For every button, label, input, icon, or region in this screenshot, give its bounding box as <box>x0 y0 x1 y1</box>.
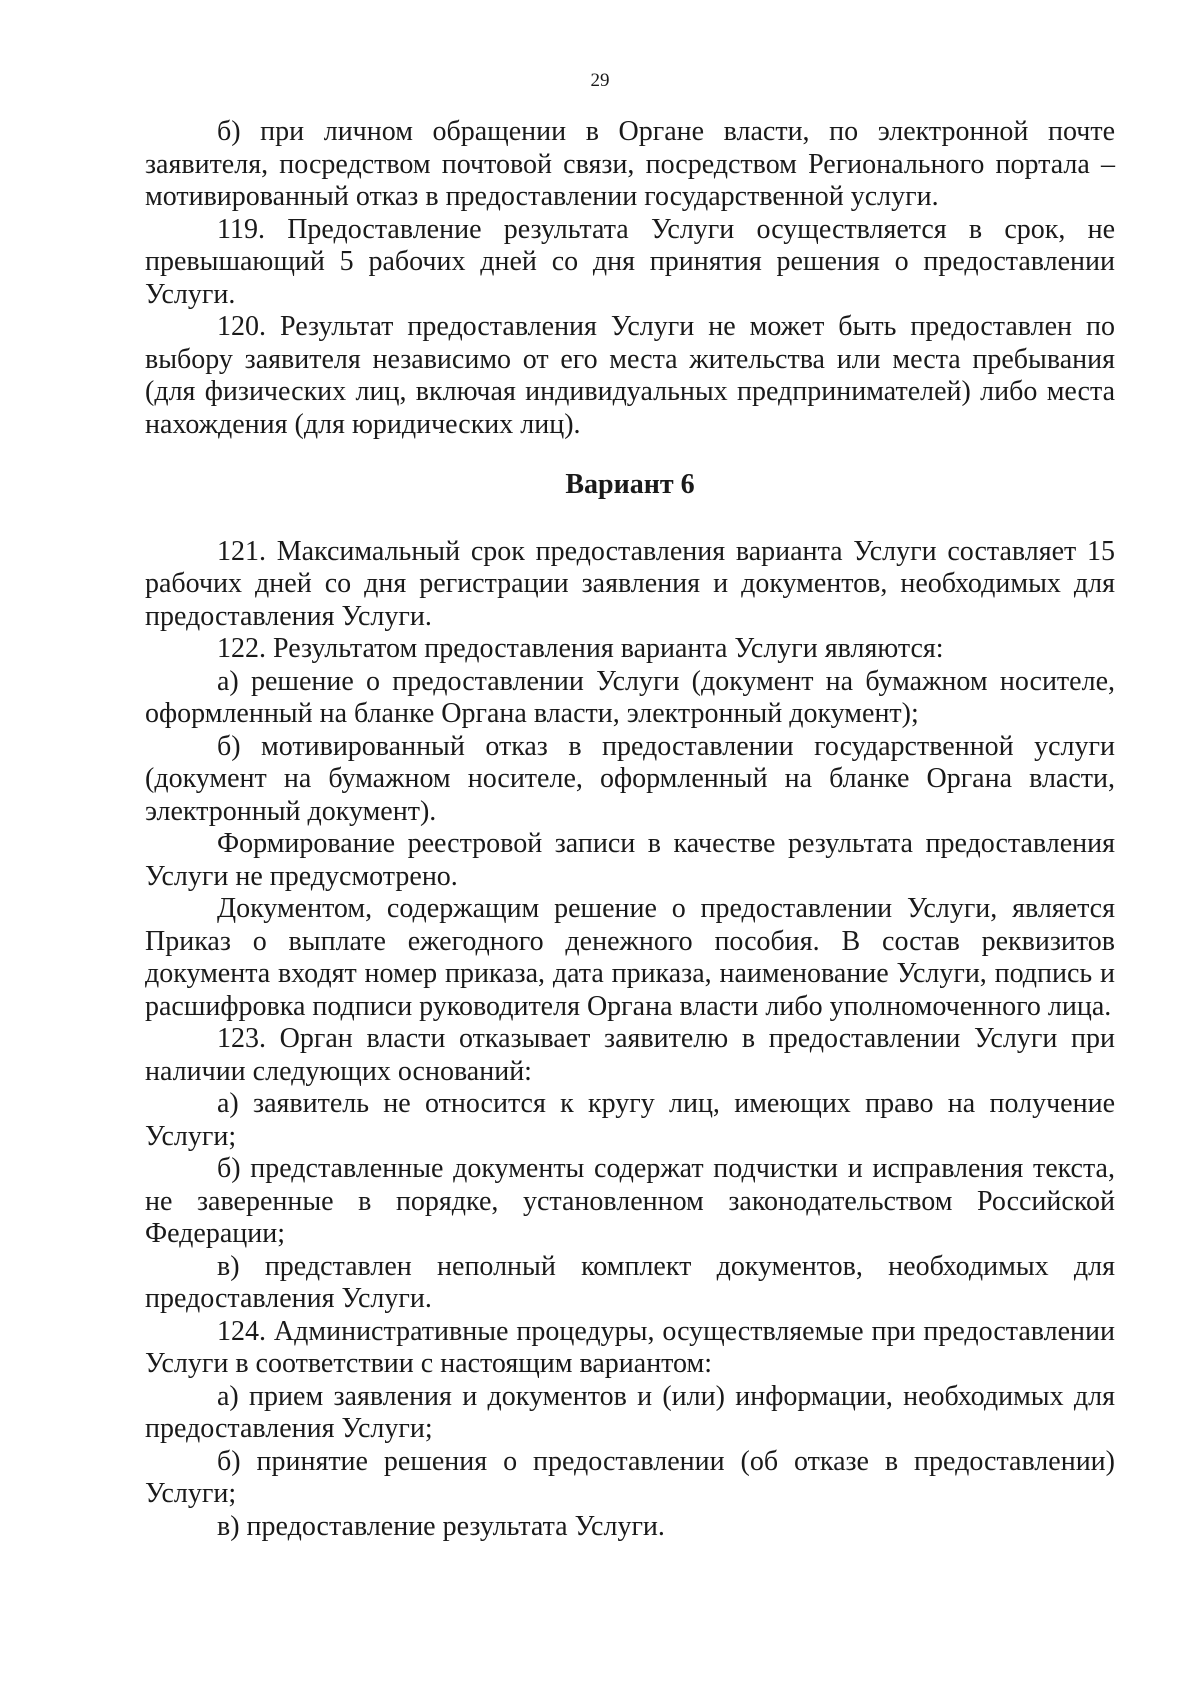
paragraph-124-v: в) предоставление результата Услуги. <box>217 1510 665 1542</box>
paragraph-item-b-result-delivery: б) при личном обращении в Органе власти, по электронной почте заявителя, посредством почтовой связи, посредством Регионального портала – мотивированный отказ в предоставлении государственной услуги. <box>145 116 1115 212</box>
document-body <box>145 116 1115 1543</box>
page-number: 29 <box>590 70 610 91</box>
paragraph-decision-document: Документом, содержащим решение о предоставлении Услуги, является Приказ о выплате ежегодного денежного пособия. В состав реквизитов документа входят номер приказа, дата приказа, наименование Услуги, подпись и расшифровка подписи руководителя Органа власти либо уполномоченного лица. <box>145 893 1115 1022</box>
section-heading: Вариант 6 <box>565 469 695 500</box>
paragraph-121: 121. Максимальный срок предоставления варианта Услуги составляет 15 рабочих дней со дня регистрации заявления и документов, необходимых для предоставления Услуги. <box>145 535 1115 632</box>
paragraph-122: 122. Результатом предоставления варианта Услуги являются: <box>217 633 944 664</box>
paragraph-119: 119. Предоставление результата Услуги осуществляется в срок, не превышающий 5 рабочих дней со дня принятия решения о предоставлении Услуги. <box>145 213 1115 310</box>
paragraph-123-a: а) заявитель не относится к кругу лиц, имеющих право на получение Услуги; <box>145 1088 1115 1152</box>
paragraph-120: 120. Результат предоставления Услуги не может быть предоставлен по выбору заявителя независимо от его места жительства или места пребывания (для физических лиц, включая индивидуальных предпринимателей) либо места нахождения (для юридических лиц). <box>145 311 1115 440</box>
paragraph-122-a: а) решение о предоставлении Услуги (документ на бумажном носителе, оформленный на бланке Органа власти, электронный документ); <box>145 665 1115 729</box>
section-heading-block <box>145 469 1115 502</box>
paragraph-122-b: б) мотивированный отказ в предоставлении государственной услуги (документ на бумажном носителе, оформленный на бланке Органа власти, электронный документ). <box>145 730 1115 827</box>
paragraph-124-b: б) принятие решения о предоставлении (об отказе в предоставлении) Услуги; <box>145 1445 1115 1509</box>
paragraph-registry-record: Формирование реестровой записи в качестве результата предоставления Услуги не предусмотрено. <box>145 828 1115 892</box>
paragraph-124: 124. Административные процедуры, осуществляемые при предоставлении Услуги в соответствии с настоящим вариантом: <box>145 1315 1115 1379</box>
paragraph-123: 123. Орган власти отказывает заявителю в предоставлении Услуги при наличии следующих оснований: <box>145 1023 1115 1087</box>
paragraph-123-v: в) представлен неполный комплект документов, необходимых для предоставления Услуги. <box>145 1250 1115 1314</box>
paragraph-123-b: б) представленные документы содержат подчистки и исправления текста, не заверенные в порядке, установленном законодательством Российской Федерации; <box>145 1153 1115 1249</box>
paragraph-124-a: а) прием заявления и документов и (или) информации, необходимых для предоставления Услуги; <box>145 1380 1115 1444</box>
